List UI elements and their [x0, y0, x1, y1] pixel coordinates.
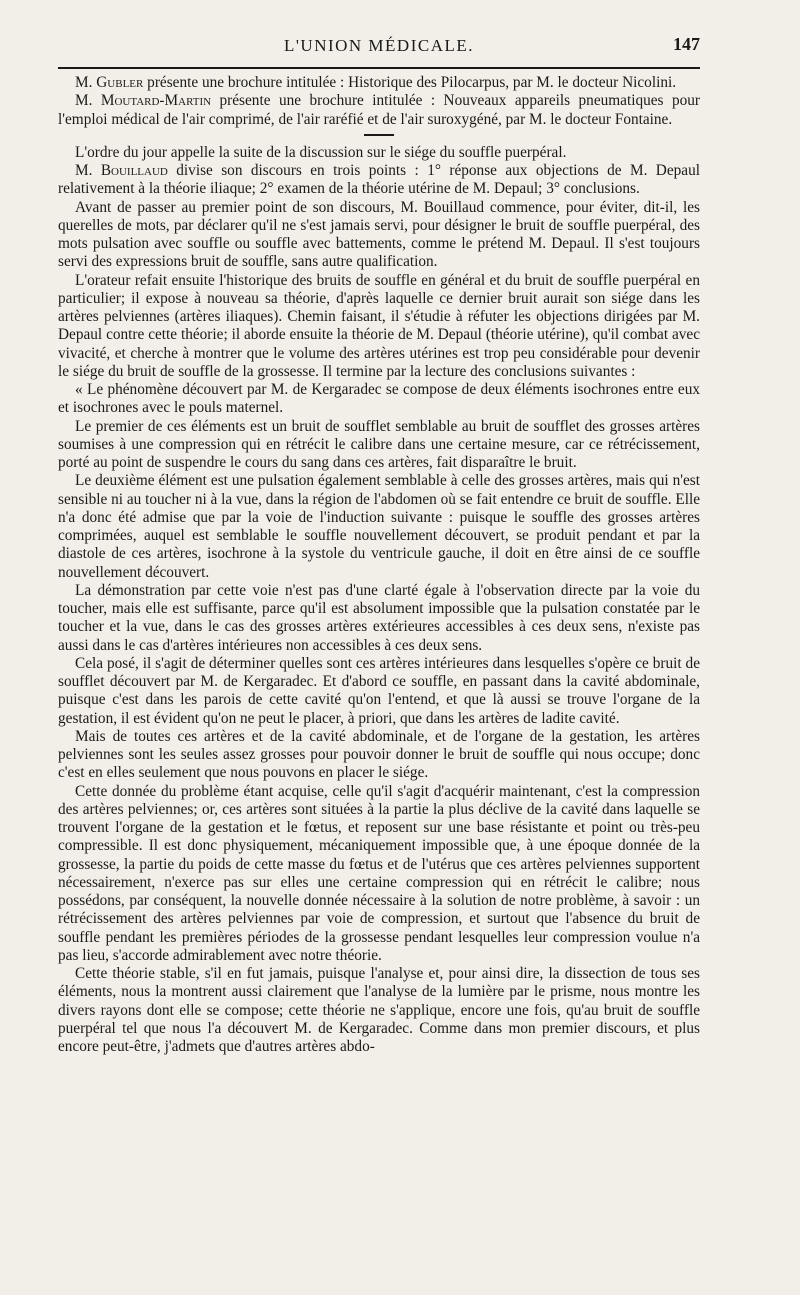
- paragraph: Avant de passer au premier point de son discours, M. Bouillaud commence, pour éviter, dit-il, les querelles de mots, par déclarer qu'il ne s'est jamais servi, pour désigner le bruit de souffle puerpéral, des mots pulsation avec souffle ou souffle avec battements, comme le prétend M. Depaul. Il s'est toujours servi des expressions bruit de souffle, sans autre qualification.: [58, 198, 700, 271]
- paragraph-text: présente une brochure intitulée : Nouveaux appareils pneumatiques pour l'emploi médical de l'air comprimé, de l'air raréfié et de l'air suroxygéné, par M. le docteur Fontaine.: [58, 92, 700, 128]
- paragraph: L'ordre du jour appelle la suite de la discussion sur le siége du souffle puerpéral.: [75, 143, 567, 161]
- section-separator: [364, 134, 394, 136]
- paragraph: [58, 92, 700, 129]
- speaker-name: M. Moutard-Martin: [75, 92, 212, 110]
- paragraph: Cette donnée du problème étant acquise, celle qu'il s'agit d'acquérir maintenant, c'est la compression des artères pelviennes; or, ces artères sont situées à la partie la plus déclive de la cavité dans laquelle se trouvent l'organe de la gestation et le fœtus, et reposent sur une base résistante et point ou très-peu compressible. Il est donc physiquement, mécaniquement impossible que, à une époque donnée de la grossesse, la partie du poids de cette masse du fœtus et de l'utérus que ces artères pelviennes supportent nécessairement, n'exerce pas sur elles une certaine compression qui en rétrécit le calibre; nous possédons, par conséquent, la nouvelle donnée nécessaire à la solution de notre problème, à savoir : un rétrécissement des artères pelviennes par voie de compression, et surtout que l'absence du bruit de souffle pendant les premières périodes de la grossesse pendant lesquelles leur compression voulue n'a pas lieu, s'accorde admirablement avec notre théorie.: [58, 782, 700, 964]
- paragraph: [58, 74, 700, 92]
- paragraph: Cela posé, il s'agit de déterminer quelles sont ces artères intérieures dans lesquelles s'opère ce bruit de soufflet découvert par M. de Kergaradec. Et d'abord ce souffle, en passant dans la cavité abdominale, puisque c'est dans les parois de cette cavité qu'on l'entend, et que là aussi se trouve l'organe de la gestation, il est évident qu'on ne peut le placer, à priori, que dans les artères de ladite cavité.: [58, 654, 700, 727]
- paragraph: Le deuxième élément est une pulsation également semblable à celle des grosses artères, mais qui n'est sensible ni au toucher ni à la vue, dans la région de l'abdomen où se fait entendre ce bruit de souffle. Elle n'a donc été admise que par la voie de l'induction suivante : puisque le souffle des grosses artères comprimées, auquel est semblable le souffle nouvellement découvert, se produit pendant et par la diastole de ces artères, isochrone à la systole du ventricule gauche, il doit en être ainsi de ce souffle nouvellement découvert.: [58, 472, 700, 581]
- running-title: L'UNION MÉDICALE.: [283, 36, 475, 55]
- speaker-name: M. Gubler: [75, 74, 144, 91]
- paragraph: Mais de toutes ces artères et de la cavité abdominale, et de l'organe de la gestation, les artères pelviennes sont les seules assez grosses pour pouvoir donner le bruit de souffle qui nous occupe; donc c'est en elles seulement que nous pouvons en placer le siége.: [58, 727, 700, 782]
- paragraph: « Le phénomène découvert par M. de Kergaradec se compose de deux éléments isochrones entre eux et isochrones avec le pouls maternel.: [58, 381, 700, 417]
- header-rule: [58, 67, 700, 69]
- page-number: 147: [673, 34, 700, 54]
- paragraph: L'orateur refait ensuite l'historique des bruits de souffle en général et du bruit de souffle puerpéral en particulier; il expose à nouveau sa théorie, d'après laquelle ce dernier bruit aurait son siége dans les artères pelviennes (artères iliaques). Chemin faisant, il s'étudie à réfuter les objections dirigées par M. Depaul contre cette théorie; il aborde ensuite la théorie de M. Depaul (théorie utérine), qu'il combat avec vivacité, et cherche à montrer que le volume des artères utérines est trop peu considérable pour devenir le siége du bruit de souffle de la grossesse. Il termine par la lecture des conclusions suivantes :: [58, 271, 700, 380]
- paragraph: [58, 162, 700, 199]
- page-header: [58, 30, 700, 60]
- paragraph-text: présente une brochure intitulée : Historique des Pilocarpus, par M. le docteur Nicolini.: [143, 74, 677, 91]
- paragraph: Cette théorie stable, s'il en fut jamais, puisque l'analyse et, pour ainsi dire, la dissection de tous ses éléments, nous la montrent aussi clairement que l'analyse de la lumière par le prisme, nous montre les divers rayons dont elle se compose; cette théorie ne s'applique, encore une fois, qu'au bruit de souffle puerpéral tel que nous l'a découvert M. de Kergaradec. Comme dans mon premier discours, et plus encore peut-être, j'admets que d'autres artères abdo-: [58, 965, 700, 1055]
- body-text: [58, 74, 700, 1056]
- paragraph-text: divise son discours en trois points : 1° réponse aux objections de M. Depaul relativement à la théorie iliaque; 2° examen de la théorie utérine de M. Depaul; 3° conclusions.: [58, 162, 700, 198]
- speaker-name: M. Bouillaud: [75, 162, 168, 179]
- paragraph: Le premier de ces éléments est un bruit de soufflet semblable au bruit de soufflet des grosses artères soumises à une compression qui en rétrécit le calibre dans une certaine mesure, car ce rétrécissement, porté au point de suspendre le cours du sang dans ces artères, fait disparaître le bruit.: [58, 417, 700, 471]
- paragraph: La démonstration par cette voie n'est pas d'une clarté égale à l'observation directe par la voie du toucher, mais elle est suffisante, parce qu'il est absolument impossible que la pulsation constatée par le toucher et la vue, dans le cas des grosses artères extérieures accessibles à ces deux sens, n'existe pas aussi dans le cas d'artères intérieures non accessibles à ces deux sens.: [58, 581, 700, 654]
